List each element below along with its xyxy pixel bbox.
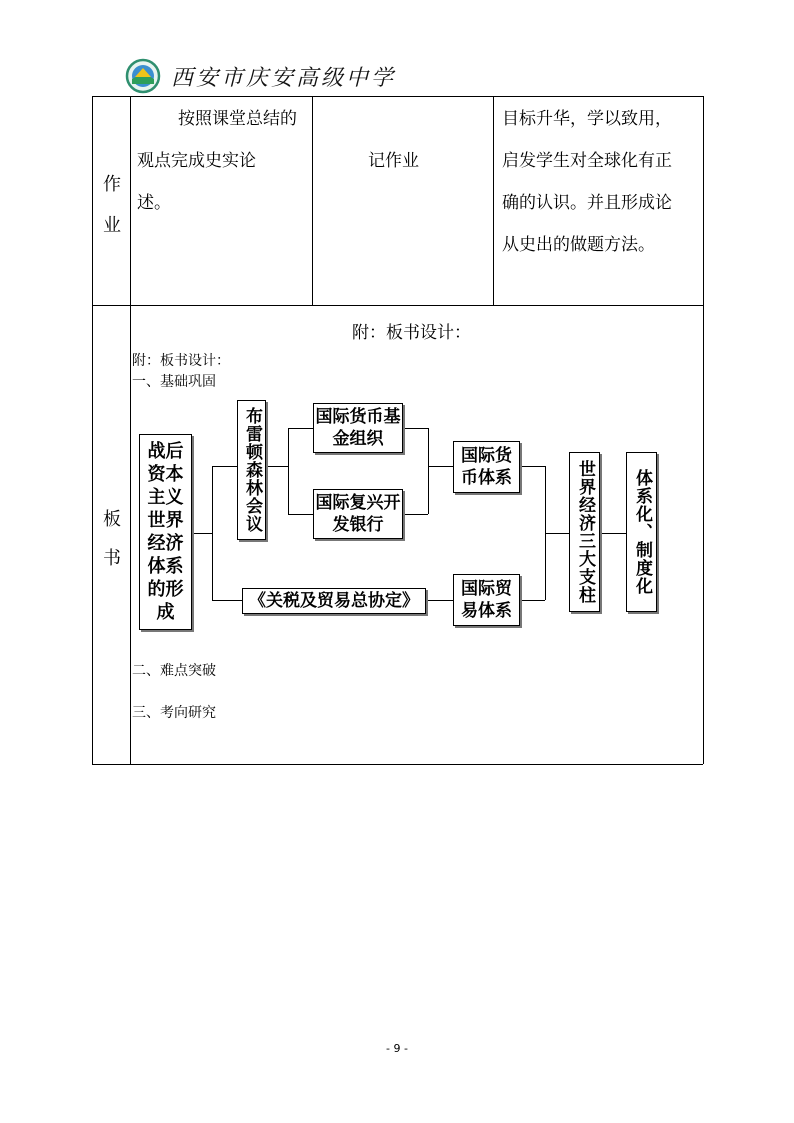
box-label: 国际贸易体系	[461, 578, 512, 621]
table-right-border	[703, 96, 704, 764]
section-heading: 三、考向研究	[132, 705, 216, 721]
connector	[266, 466, 288, 467]
row-label-char: 作	[103, 174, 121, 195]
three-pillars-box	[569, 452, 600, 612]
row-label-char: 板	[103, 509, 121, 530]
world-bank-box	[313, 489, 403, 539]
result-box	[626, 452, 657, 612]
box-label: 布雷顿森林会议	[242, 407, 262, 533]
school-name: 西安市庆安高级中学	[171, 65, 397, 91]
connector	[428, 466, 453, 467]
bretton-woods-box	[237, 400, 266, 540]
column-divider	[493, 96, 494, 305]
connector	[520, 600, 545, 601]
connector	[600, 533, 626, 534]
connector	[212, 600, 242, 601]
connector	[212, 466, 213, 600]
table-bottom-border	[92, 764, 703, 765]
connector	[288, 428, 289, 514]
section-heading: 二、难点突破	[132, 663, 216, 679]
teacher-activity-line: 按照课堂总结的	[178, 109, 297, 129]
design-intent-line: 启发学生对全球化有正	[502, 151, 672, 171]
connector	[288, 428, 313, 429]
box-label: 国际货币体系	[461, 445, 512, 488]
table-top-border	[92, 96, 703, 97]
design-intent-line: 确的认识。并且形成论	[502, 193, 672, 213]
design-intent-line: 目标升华，学以致用，	[502, 109, 672, 129]
box-label: 世界经济三大支柱	[575, 460, 595, 604]
box-label: 体系化、制度化	[632, 469, 652, 595]
postwar-economic-system-box	[139, 434, 192, 630]
connector	[545, 533, 569, 534]
box-label: 战后资本主义世界经济体系的形成	[147, 440, 184, 624]
box-label: 国际复兴开发银行	[315, 492, 401, 535]
box-label: 国际货币基金组织	[315, 406, 401, 449]
school-logo-icon	[125, 58, 161, 94]
teacher-activity-line: 观点完成史实论	[137, 151, 256, 171]
connector	[403, 514, 428, 515]
section-heading: 一、基础巩固	[132, 374, 216, 390]
imf-box	[313, 403, 403, 453]
label-column-divider	[130, 96, 131, 764]
table-left-border	[92, 96, 93, 764]
connector	[428, 428, 429, 514]
box-label: 《关税及贸易总协定》	[249, 590, 419, 611]
connector	[403, 428, 428, 429]
page-header	[125, 58, 396, 94]
connector	[426, 600, 453, 601]
connector	[192, 533, 212, 534]
row-label-char: 业	[103, 215, 121, 236]
board-subtitle: 附：板书设计：	[132, 353, 230, 369]
trade-system-box	[453, 574, 520, 626]
connector	[520, 466, 545, 467]
teacher-activity-line: 述。	[137, 193, 171, 213]
column-divider	[312, 96, 313, 305]
connector	[288, 514, 313, 515]
gatt-box	[242, 588, 426, 614]
design-intent-line: 从史出的做题方法。	[502, 235, 655, 255]
monetary-system-box	[453, 441, 520, 493]
student-activity: 记作业	[368, 151, 419, 171]
connector	[212, 466, 237, 467]
page-number: - 9 -	[386, 1042, 408, 1055]
row-label-char: 书	[103, 548, 121, 569]
board-title: 附：板书设计：	[352, 323, 471, 343]
row-divider	[92, 305, 703, 306]
